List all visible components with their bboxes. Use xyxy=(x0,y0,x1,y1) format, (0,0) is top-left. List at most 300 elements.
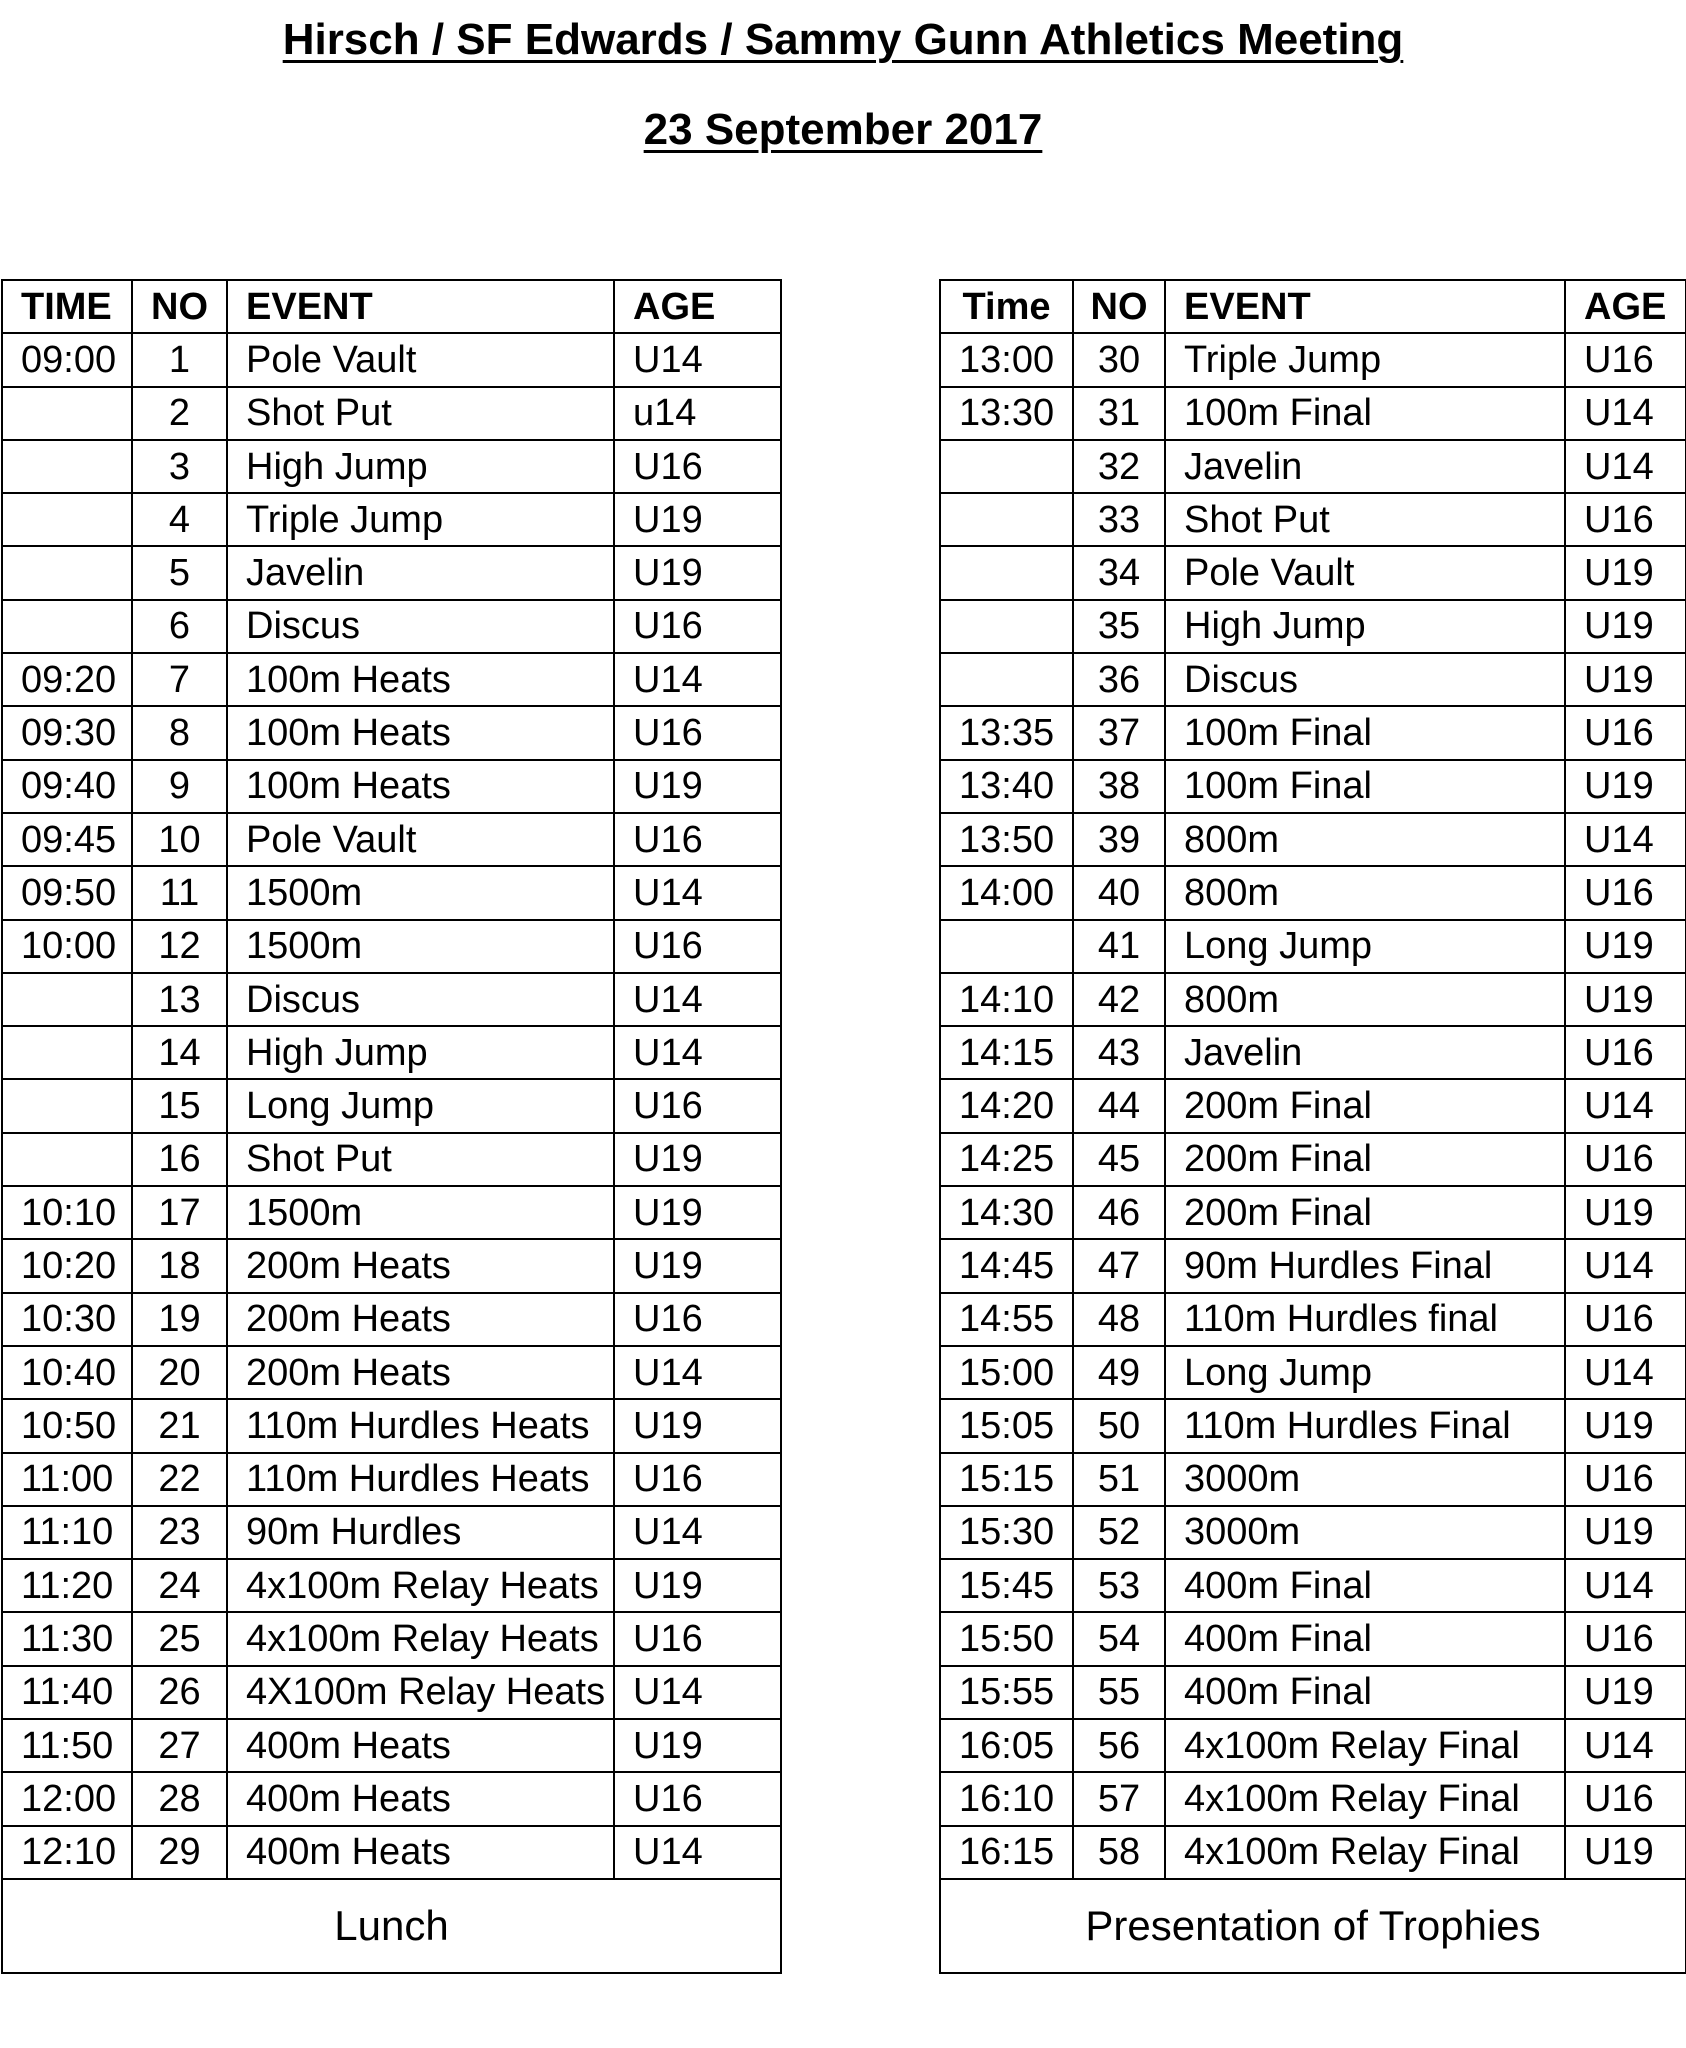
table-row xyxy=(2,546,781,599)
table-row xyxy=(2,1026,781,1079)
cell-age: U14 xyxy=(614,866,781,919)
table-row xyxy=(2,653,781,706)
cell-no: 41 xyxy=(1073,920,1165,973)
cell-time: 16:05 xyxy=(940,1719,1073,1772)
cell-event: 1500m xyxy=(227,920,614,973)
table-row xyxy=(2,1826,781,1879)
table-row xyxy=(940,1079,1686,1132)
cell-age: U19 xyxy=(614,1133,781,1186)
cell-no: 37 xyxy=(1073,706,1165,759)
cell-event: 100m Final xyxy=(1165,760,1565,813)
cell-age: U16 xyxy=(1565,1133,1686,1186)
cell-event: 400m Heats xyxy=(227,1772,614,1825)
table-row xyxy=(2,813,781,866)
table-row xyxy=(940,440,1686,493)
cell-age: U19 xyxy=(614,1559,781,1612)
cell-event: 200m Final xyxy=(1165,1186,1565,1239)
table-row xyxy=(2,600,781,653)
cell-event: Javelin xyxy=(1165,1026,1565,1079)
cell-no: 33 xyxy=(1073,493,1165,546)
cell-age: U14 xyxy=(1565,1239,1686,1292)
table-row xyxy=(940,1559,1686,1612)
cell-age: U19 xyxy=(1565,1506,1686,1559)
cell-time: 09:20 xyxy=(2,653,132,706)
cell-event: 200m Heats xyxy=(227,1293,614,1346)
cell-age: U14 xyxy=(614,1346,781,1399)
cell-event: Javelin xyxy=(1165,440,1565,493)
table-row xyxy=(940,1239,1686,1292)
cell-time xyxy=(2,387,132,440)
cell-time: 10:50 xyxy=(2,1399,132,1452)
table-row xyxy=(940,973,1686,1026)
cell-time xyxy=(2,440,132,493)
cell-age: U16 xyxy=(1565,333,1686,386)
cell-no: 58 xyxy=(1073,1826,1165,1879)
table-header-row xyxy=(2,280,781,333)
cell-event: Shot Put xyxy=(227,1133,614,1186)
cell-no: 8 xyxy=(132,706,227,759)
table-row xyxy=(2,760,781,813)
cell-event: 200m Final xyxy=(1165,1079,1565,1132)
cell-time: 15:30 xyxy=(940,1506,1073,1559)
cell-time: 16:10 xyxy=(940,1772,1073,1825)
cell-no: 47 xyxy=(1073,1239,1165,1292)
cell-time: 10:30 xyxy=(2,1293,132,1346)
table-row xyxy=(940,600,1686,653)
table-row xyxy=(940,546,1686,599)
cell-age: U16 xyxy=(614,440,781,493)
cell-event: 4x100m Relay Final xyxy=(1165,1719,1565,1772)
header-age: AGE xyxy=(614,280,781,333)
cell-age: U14 xyxy=(614,1666,781,1719)
cell-time: 15:45 xyxy=(940,1559,1073,1612)
cell-no: 9 xyxy=(132,760,227,813)
cell-no: 44 xyxy=(1073,1079,1165,1132)
cell-event: High Jump xyxy=(227,440,614,493)
cell-time xyxy=(940,653,1073,706)
cell-event: 800m xyxy=(1165,973,1565,1026)
page-title xyxy=(0,14,1686,66)
cell-event: 100m Heats xyxy=(227,653,614,706)
table-row xyxy=(940,1612,1686,1665)
cell-event: Shot Put xyxy=(227,387,614,440)
table-footer-row xyxy=(2,1879,781,1973)
header-time: Time xyxy=(940,280,1073,333)
table-row xyxy=(940,866,1686,919)
cell-event: Discus xyxy=(1165,653,1565,706)
cell-time: 09:30 xyxy=(2,706,132,759)
cell-time: 15:50 xyxy=(940,1612,1073,1665)
cell-event: 400m Final xyxy=(1165,1559,1565,1612)
trophies-footer: Presentation of Trophies xyxy=(940,1879,1686,1973)
cell-event: Shot Put xyxy=(1165,493,1565,546)
table-row xyxy=(2,1293,781,1346)
table-row xyxy=(940,1346,1686,1399)
cell-time: 16:15 xyxy=(940,1826,1073,1879)
cell-no: 50 xyxy=(1073,1399,1165,1452)
cell-age: U16 xyxy=(1565,866,1686,919)
cell-no: 15 xyxy=(132,1079,227,1132)
cell-age: U14 xyxy=(614,1026,781,1079)
cell-no: 11 xyxy=(132,866,227,919)
afternoon-schedule-table xyxy=(939,279,1686,1974)
cell-event: 4x100m Relay Final xyxy=(1165,1826,1565,1879)
table-row xyxy=(940,1772,1686,1825)
cell-event: 4X100m Relay Heats xyxy=(227,1666,614,1719)
table-row xyxy=(2,493,781,546)
cell-event: 100m Final xyxy=(1165,706,1565,759)
cell-no: 45 xyxy=(1073,1133,1165,1186)
cell-no: 53 xyxy=(1073,1559,1165,1612)
cell-age: U19 xyxy=(1565,546,1686,599)
cell-event: 3000m xyxy=(1165,1506,1565,1559)
cell-time: 15:55 xyxy=(940,1666,1073,1719)
cell-no: 52 xyxy=(1073,1506,1165,1559)
cell-time: 14:10 xyxy=(940,973,1073,1026)
cell-event: Pole Vault xyxy=(227,333,614,386)
cell-age: u14 xyxy=(614,387,781,440)
header-age: AGE xyxy=(1565,280,1686,333)
table-row xyxy=(2,1453,781,1506)
table-row xyxy=(2,1506,781,1559)
cell-no: 21 xyxy=(132,1399,227,1452)
cell-no: 31 xyxy=(1073,387,1165,440)
cell-age: U19 xyxy=(1565,600,1686,653)
cell-no: 55 xyxy=(1073,1666,1165,1719)
table-row xyxy=(940,1133,1686,1186)
cell-age: U14 xyxy=(614,333,781,386)
page-date-text: 23 September 2017 xyxy=(643,105,1043,154)
cell-no: 49 xyxy=(1073,1346,1165,1399)
cell-event: 4x100m Relay Heats xyxy=(227,1612,614,1665)
cell-time: 11:30 xyxy=(2,1612,132,1665)
cell-time: 14:30 xyxy=(940,1186,1073,1239)
cell-age: U19 xyxy=(1565,1399,1686,1452)
cell-no: 23 xyxy=(132,1506,227,1559)
cell-age: U14 xyxy=(614,1506,781,1559)
cell-no: 25 xyxy=(132,1612,227,1665)
table-row xyxy=(2,973,781,1026)
cell-age: U16 xyxy=(1565,1612,1686,1665)
cell-no: 2 xyxy=(132,387,227,440)
cell-time: 09:00 xyxy=(2,333,132,386)
cell-no: 57 xyxy=(1073,1772,1165,1825)
cell-no: 6 xyxy=(132,600,227,653)
cell-event: 4x100m Relay Heats xyxy=(227,1559,614,1612)
cell-no: 46 xyxy=(1073,1186,1165,1239)
cell-time: 13:00 xyxy=(940,333,1073,386)
table-row xyxy=(2,866,781,919)
cell-no: 36 xyxy=(1073,653,1165,706)
page-date xyxy=(0,104,1686,156)
page-title-text: Hirsch / SF Edwards / Sammy Gunn Athletics Meeting xyxy=(282,15,1404,64)
cell-time xyxy=(2,1133,132,1186)
table-row xyxy=(2,333,781,386)
cell-age: U14 xyxy=(1565,440,1686,493)
cell-no: 1 xyxy=(132,333,227,386)
cell-age: U14 xyxy=(1565,1346,1686,1399)
cell-time: 13:50 xyxy=(940,813,1073,866)
cell-event: 400m Final xyxy=(1165,1666,1565,1719)
cell-event: Pole Vault xyxy=(1165,546,1565,599)
cell-age: U16 xyxy=(614,1453,781,1506)
cell-no: 56 xyxy=(1073,1719,1165,1772)
cell-event: Long Jump xyxy=(1165,920,1565,973)
cell-age: U16 xyxy=(1565,1026,1686,1079)
cell-time: 13:30 xyxy=(940,387,1073,440)
cell-no: 27 xyxy=(132,1719,227,1772)
cell-no: 48 xyxy=(1073,1293,1165,1346)
cell-time: 10:00 xyxy=(2,920,132,973)
cell-age: U14 xyxy=(1565,1559,1686,1612)
cell-event: Triple Jump xyxy=(1165,333,1565,386)
table-row xyxy=(940,333,1686,386)
cell-no: 13 xyxy=(132,973,227,1026)
cell-no: 17 xyxy=(132,1186,227,1239)
cell-age: U19 xyxy=(614,546,781,599)
cell-no: 22 xyxy=(132,1453,227,1506)
cell-no: 34 xyxy=(1073,546,1165,599)
cell-no: 51 xyxy=(1073,1453,1165,1506)
cell-age: U14 xyxy=(1565,813,1686,866)
cell-no: 4 xyxy=(132,493,227,546)
cell-event: 4x100m Relay Final xyxy=(1165,1772,1565,1825)
cell-time xyxy=(2,973,132,1026)
cell-time: 14:25 xyxy=(940,1133,1073,1186)
cell-time xyxy=(2,600,132,653)
table-row xyxy=(940,813,1686,866)
cell-event: 110m Hurdles Final xyxy=(1165,1399,1565,1452)
cell-time: 10:20 xyxy=(2,1239,132,1292)
cell-event: 200m Heats xyxy=(227,1239,614,1292)
cell-event: High Jump xyxy=(1165,600,1565,653)
cell-event: 90m Hurdles Final xyxy=(1165,1239,1565,1292)
cell-time: 15:15 xyxy=(940,1453,1073,1506)
cell-time: 13:40 xyxy=(940,760,1073,813)
header-event: EVENT xyxy=(1165,280,1565,333)
cell-event: 200m Heats xyxy=(227,1346,614,1399)
cell-no: 35 xyxy=(1073,600,1165,653)
cell-event: 110m Hurdles Heats xyxy=(227,1399,614,1452)
cell-event: 110m Hurdles final xyxy=(1165,1293,1565,1346)
cell-time xyxy=(940,600,1073,653)
table-row xyxy=(2,1399,781,1452)
cell-age: U16 xyxy=(614,1293,781,1346)
cell-age: U16 xyxy=(614,706,781,759)
table-row xyxy=(940,493,1686,546)
table-row xyxy=(940,387,1686,440)
cell-event: Long Jump xyxy=(227,1079,614,1132)
table-row xyxy=(2,1346,781,1399)
cell-time: 11:00 xyxy=(2,1453,132,1506)
table-row xyxy=(2,706,781,759)
cell-time: 11:40 xyxy=(2,1666,132,1719)
table-row xyxy=(2,1079,781,1132)
cell-age: U16 xyxy=(1565,493,1686,546)
cell-no: 3 xyxy=(132,440,227,493)
table-row xyxy=(2,1666,781,1719)
table-row xyxy=(2,1186,781,1239)
cell-time: 12:00 xyxy=(2,1772,132,1825)
cell-age: U19 xyxy=(614,1719,781,1772)
table-row xyxy=(940,1293,1686,1346)
cell-age: U19 xyxy=(614,1399,781,1452)
table-row xyxy=(2,440,781,493)
cell-time: 09:45 xyxy=(2,813,132,866)
cell-age: U19 xyxy=(1565,1186,1686,1239)
cell-no: 19 xyxy=(132,1293,227,1346)
cell-event: 90m Hurdles xyxy=(227,1506,614,1559)
lunch-footer: Lunch xyxy=(2,1879,781,1973)
cell-time: 12:10 xyxy=(2,1826,132,1879)
cell-age: U19 xyxy=(1565,1826,1686,1879)
table-row xyxy=(2,920,781,973)
table-row xyxy=(940,1506,1686,1559)
header-time: TIME xyxy=(2,280,132,333)
cell-time: 14:55 xyxy=(940,1293,1073,1346)
cell-age: U16 xyxy=(614,1079,781,1132)
cell-no: 14 xyxy=(132,1026,227,1079)
cell-no: 10 xyxy=(132,813,227,866)
cell-time: 10:40 xyxy=(2,1346,132,1399)
cell-event: 200m Final xyxy=(1165,1133,1565,1186)
table-row xyxy=(2,1239,781,1292)
cell-no: 16 xyxy=(132,1133,227,1186)
cell-age: U14 xyxy=(1565,387,1686,440)
cell-age: U16 xyxy=(1565,1293,1686,1346)
table-row xyxy=(2,1612,781,1665)
cell-no: 29 xyxy=(132,1826,227,1879)
cell-age: U16 xyxy=(614,920,781,973)
cell-event: Pole Vault xyxy=(227,813,614,866)
cell-event: 400m Heats xyxy=(227,1719,614,1772)
cell-no: 20 xyxy=(132,1346,227,1399)
cell-age: U16 xyxy=(614,600,781,653)
table-row xyxy=(2,1133,781,1186)
cell-age: U19 xyxy=(1565,1666,1686,1719)
cell-no: 18 xyxy=(132,1239,227,1292)
cell-age: U16 xyxy=(614,1612,781,1665)
cell-age: U19 xyxy=(614,760,781,813)
cell-event: 1500m xyxy=(227,866,614,919)
table-row xyxy=(940,1666,1686,1719)
cell-time xyxy=(940,920,1073,973)
cell-time: 10:10 xyxy=(2,1186,132,1239)
cell-event: 800m xyxy=(1165,866,1565,919)
table-row xyxy=(940,1719,1686,1772)
cell-time xyxy=(2,546,132,599)
cell-time xyxy=(2,1026,132,1079)
cell-time: 15:05 xyxy=(940,1399,1073,1452)
table-row xyxy=(2,1719,781,1772)
cell-time: 15:00 xyxy=(940,1346,1073,1399)
header-no: NO xyxy=(1073,280,1165,333)
cell-event: 100m Final xyxy=(1165,387,1565,440)
header-no: NO xyxy=(132,280,227,333)
cell-no: 12 xyxy=(132,920,227,973)
cell-time: 11:50 xyxy=(2,1719,132,1772)
table-row xyxy=(940,1826,1686,1879)
cell-time xyxy=(940,493,1073,546)
cell-time xyxy=(940,440,1073,493)
cell-event: 800m xyxy=(1165,813,1565,866)
cell-time: 14:45 xyxy=(940,1239,1073,1292)
cell-time: 09:50 xyxy=(2,866,132,919)
cell-time: 11:20 xyxy=(2,1559,132,1612)
cell-age: U19 xyxy=(614,1186,781,1239)
cell-time xyxy=(2,1079,132,1132)
cell-event: 100m Heats xyxy=(227,760,614,813)
cell-event: 400m Final xyxy=(1165,1612,1565,1665)
cell-event: Discus xyxy=(227,600,614,653)
cell-time xyxy=(2,493,132,546)
cell-no: 26 xyxy=(132,1666,227,1719)
cell-no: 38 xyxy=(1073,760,1165,813)
cell-no: 24 xyxy=(132,1559,227,1612)
table-row xyxy=(940,706,1686,759)
cell-event: Long Jump xyxy=(1165,1346,1565,1399)
cell-time: 14:20 xyxy=(940,1079,1073,1132)
cell-time: 14:15 xyxy=(940,1026,1073,1079)
cell-age: U16 xyxy=(1565,1772,1686,1825)
cell-no: 39 xyxy=(1073,813,1165,866)
cell-event: Javelin xyxy=(227,546,614,599)
table-row xyxy=(940,1399,1686,1452)
table-row xyxy=(940,653,1686,706)
table-row xyxy=(2,1772,781,1825)
table-row xyxy=(940,920,1686,973)
cell-event: 400m Heats xyxy=(227,1826,614,1879)
cell-event: High Jump xyxy=(227,1026,614,1079)
table-row xyxy=(940,1453,1686,1506)
cell-age: U14 xyxy=(1565,1079,1686,1132)
cell-no: 7 xyxy=(132,653,227,706)
morning-schedule-table xyxy=(1,279,782,1974)
cell-age: U19 xyxy=(1565,973,1686,1026)
cell-age: U19 xyxy=(1565,653,1686,706)
cell-no: 32 xyxy=(1073,440,1165,493)
cell-no: 30 xyxy=(1073,333,1165,386)
table-row xyxy=(2,1559,781,1612)
cell-age: U14 xyxy=(614,1826,781,1879)
cell-age: U16 xyxy=(614,1772,781,1825)
cell-no: 54 xyxy=(1073,1612,1165,1665)
cell-age: U16 xyxy=(1565,1453,1686,1506)
cell-age: U16 xyxy=(1565,706,1686,759)
cell-age: U14 xyxy=(1565,1719,1686,1772)
cell-no: 42 xyxy=(1073,973,1165,1026)
cell-event: 1500m xyxy=(227,1186,614,1239)
cell-event: Discus xyxy=(227,973,614,1026)
cell-event: 110m Hurdles Heats xyxy=(227,1453,614,1506)
table-row xyxy=(2,387,781,440)
table-row xyxy=(940,1186,1686,1239)
table-row xyxy=(940,760,1686,813)
cell-age: U19 xyxy=(1565,760,1686,813)
header-event: EVENT xyxy=(227,280,614,333)
cell-time: 11:10 xyxy=(2,1506,132,1559)
table-row xyxy=(940,1026,1686,1079)
cell-no: 40 xyxy=(1073,866,1165,919)
table-footer-row xyxy=(940,1879,1686,1973)
cell-no: 28 xyxy=(132,1772,227,1825)
cell-time: 14:00 xyxy=(940,866,1073,919)
cell-event: 100m Heats xyxy=(227,706,614,759)
cell-time: 09:40 xyxy=(2,760,132,813)
cell-age: U16 xyxy=(614,813,781,866)
table-header-row xyxy=(940,280,1686,333)
cell-age: U19 xyxy=(614,1239,781,1292)
